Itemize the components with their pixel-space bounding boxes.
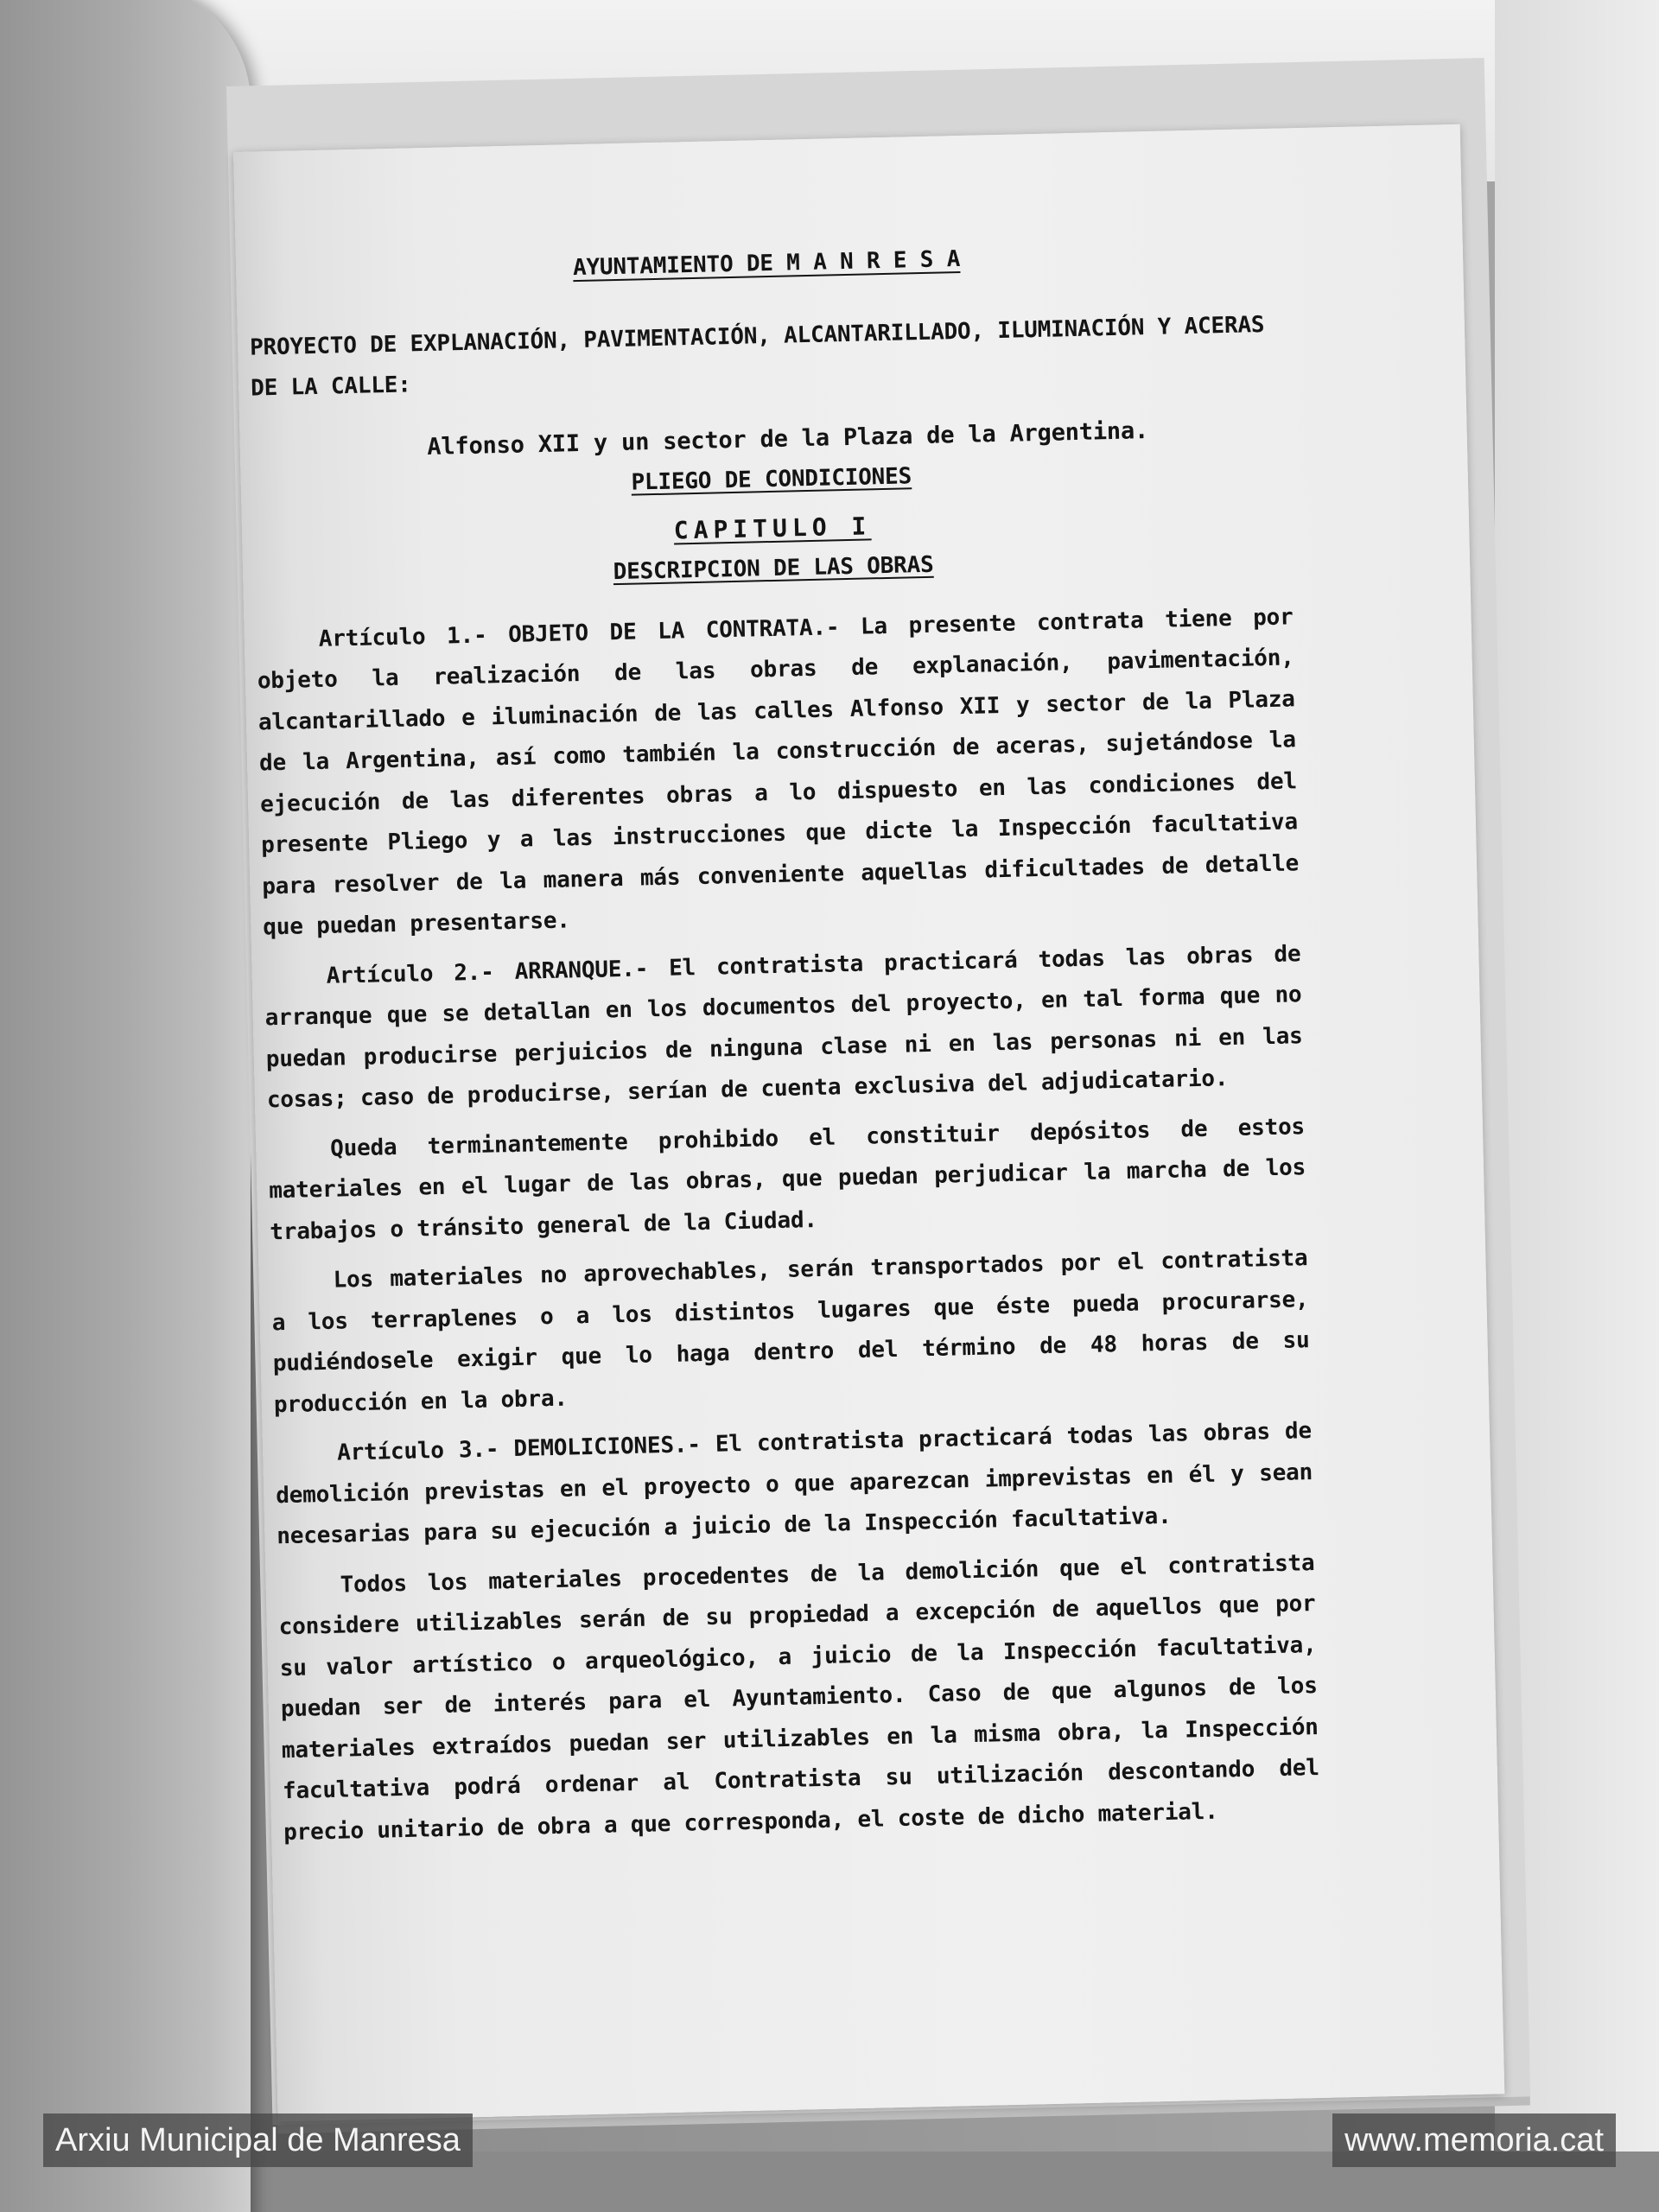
bleed-through-text [442,211,1445,233]
facing-page [0,0,251,2212]
document-header: AYUNTAMIENTO DE M A N R E S A [572,245,961,282]
pliego-heading: PLIEGO DE CONDICIONES [631,463,912,496]
paragraph-article-1: Artículo 1.- OBJETO DE LA CONTRATA.- La presente contrata tiene por objeto la realización de las obras de explanación, pavimentación, alcantarillado e iluminación de las calles Alfonso XII y sector de la Plaza de la Argentina, así como también la construcción de aceras, sujetándose la ejecución de las diferentes obras a lo dispuesto en las condiciones del presente Pliego y a las instrucciones que dicte la Inspección facultativa para resolver de la manera más conveniente aquellas dificultades de detalle que puedan presentarse. [257,603,1300,941]
paragraph-materials: Los materiales no aprovechables, serán transportados por el contratista a los terraplenes o a los distintos lugares que éste pueda procurarse, pudiéndosele exigir que lo haga dentro del término de 48 horas de su producción en la obra. [271,1245,1310,1418]
project-title: PROYECTO DE EXPLANACIÓN, PAVIMENTACIÓN, ALCANTARILLADO, ILUMINACIÓN Y ACERAS DE LA CALLE: [249,311,1265,402]
document-body [248,232,1321,1862]
project-subject: Alfonso XII y un sector de la Plaza de la Argentina. [426,416,1149,461]
document-page [233,124,1504,2122]
chapter-heading: CAPITULO I [673,511,872,545]
paragraph-article-2: Artículo 2.- ARRANQUE.- El contratista practicará todas las obras de arranque que se detallan en los documentos del proyecto, en tal forma que no puedan producirse perjuicios de ninguna clase ni en las personas ni en las cosas; caso de producirse, serían de cuenta exclusiva del adjudicatario. [264,940,1303,1114]
chapter-title: DESCRIPCION DE LAS OBRAS [613,551,934,586]
watermark-website: www.memoria.cat [1332,2113,1616,2167]
watermark-archive: Arxiu Municipal de Manresa [43,2113,473,2167]
paragraph-demolition-materials: Todos los materiales procedentes de la demolición que el contratista considere utilizables serán de su propiedad a excepción de aquellos que por su valor artístico o arqueológico, a juicio de la Inspección facultativa, puedan ser de interés para el Ayuntamiento. Caso de que algunos de los materiales extraídos puedan ser utilizables en la misma obra, la Inspección facultativa podrá ordenar al Contratista su utilización descontando del precio unitario de obra a que corresponda, el coste de dicho material. [278,1549,1320,1846]
paragraph-article-3: Artículo 3.- DEMOLICIONES.- El contratista practicará todas las obras de demolición previstas en el proyecto o que aparezcan imprevistas en él y sean necesarias para su ejecución a juicio de la Inspección facultativa. [275,1418,1313,1550]
paragraph-deposits: Queda terminantemente prohibido el constituir depósitos de estos materiales en el lugar de las obras, que puedan perjudicar la marcha de los trabajos o tránsito general de la Ciudad. [268,1113,1306,1245]
